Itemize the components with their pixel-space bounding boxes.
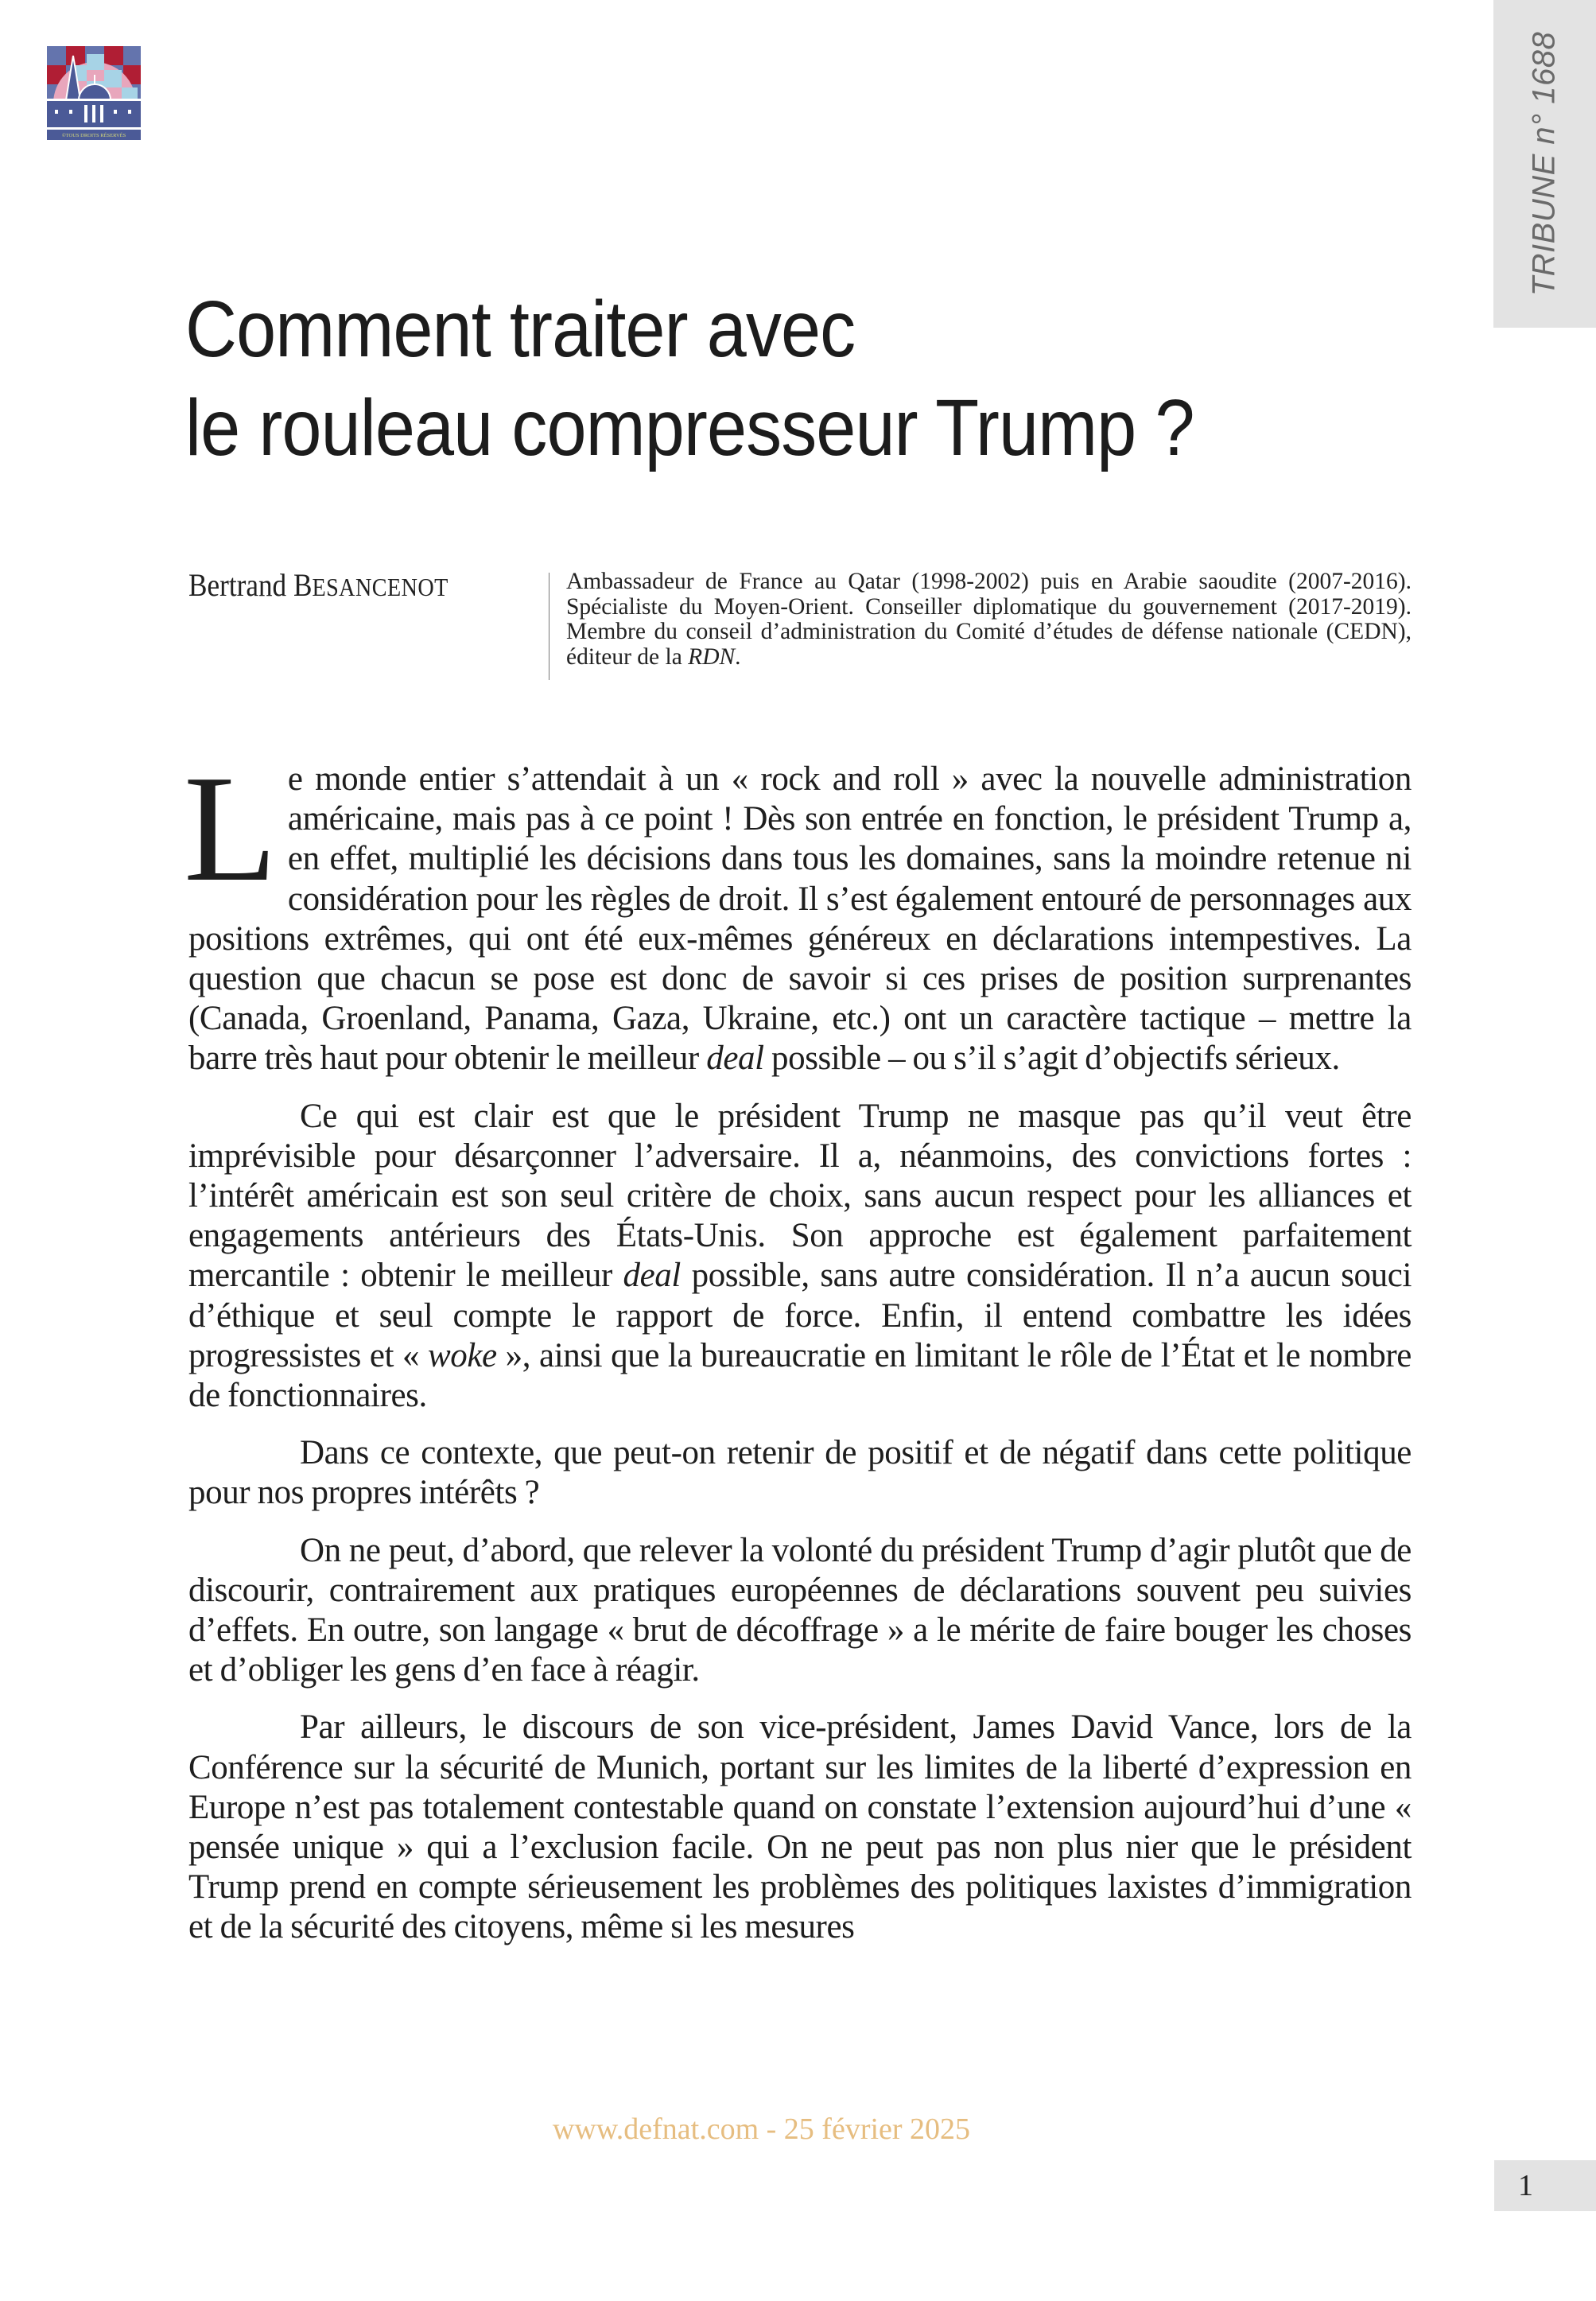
paragraph-text: », ainsi que la bureaucratie en limitant le rôle de l’État et le nombre de fonctionnaires. [188,1336,1412,1415]
paragraph-text: possible – ou s’il s’agit d’objectifs sérieux. [763,1040,1340,1078]
body-paragraph [188,1531,1412,1691]
body-paragraph [188,1433,1412,1513]
svg-text:©TOUS DROITS RÉSERVÉS: ©TOUS DROITS RÉSERVÉS [61,133,126,138]
author-bio-text: Ambassadeur de France au Qatar (1998-2002) puis en Arabie saoudite (2007-2016). Spécialiste du Moyen-Orient. Conseiller diplomatique du gouvernement (2017-2019). Membre du conseil d’administration du Comité d’études de défense nationale (CEDN), éditeur de la [566,569,1412,670]
author-bio-end: . [735,643,741,670]
title-line-2: le rouleau compresseur Trump ? [185,383,1194,472]
paragraph-text: Ce qui est clair est que le président Trump ne masque pas qu’il veut être imprévisible pour désarçonner l’adversaire. Il a, néanmoins, des convictions fortes : l’intérêt américain est son seul critère de choix, sans aucun respect pour les alliances et engagements antérieurs des États-Unis. Son approche est également parfaitement mercantile : obtenir le meilleur [188,1097,1412,1295]
body-paragraph [188,1708,1412,1947]
author-last-name-rest: ESANCENOT [312,573,449,601]
drop-cap: L [184,744,277,913]
paragraph-text: possible, sans autre considération. Il n’a aucun souci d’éthique et seul compte le rapport de force. Enfin, il entend combattre les idées progressistes et « [188,1257,1412,1374]
paragraph-text: Par ailleurs, le discours de son vice-président, James David Vance, lors de la Conférence sur la sécurité de Munich, portant sur les limites de la liberté d’expression en Europe n’est pas totalement contestable quand on constate l’extension aujourd’hui d’une « pensée unique » qui a l’exclusion facile. On ne peut pas non plus nier que le président Trump prend en compte sérieusement les problèmes des politiques laxistes d’immigration et de la sécurité des citoyens, même si les mesures [188,1708,1412,1946]
italic-term: deal [623,1257,681,1295]
paragraph-text: On ne peut, d’abord, que relever la volonté du président Trump d’agir plutôt que de discourir, contrairement aux pratiques européennes de déclarations souvent peu suivies d’effets. En outre, son langage « brut de décoffrage » a le mérite de faire bouger les choses et d’obliger les gens d’en face à réagir. [188,1531,1412,1689]
author-name [188,566,449,604]
italic-term: woke [427,1336,497,1374]
page-number: 1 [1518,2169,1533,2202]
italic-term: deal [706,1040,764,1078]
body-paragraph [188,1097,1412,1417]
tribune-tab [1493,0,1596,328]
article-title [185,280,1194,477]
author-first-name: Bertrand [188,567,293,603]
footer-site-date[interactable]: www.defnat.com - 25 février 2025 [552,2112,971,2146]
tribune-number-label: TRIBUNE n° 1688 [1526,31,1562,297]
publication-logo [47,46,141,140]
author-bio [566,569,1412,670]
body-paragraph [184,744,1412,1079]
paragraph-text: e monde entier s’attendait à un « rock and roll » avec la nouvelle administration américaine, mais pas à ce point ! Dès son entrée en fonction, le président Trump a, en effet, multiplié les décisions dans tous les domaines, sans la moindre retenue ni considération pour les règles de droit. Il s’est également entouré de personnages aux positions extrêmes, qui ont été eux-mêmes généreux en déclarations intempestives. La question que chacun se pose est donc de savoir si ces prises de position surprenantes (Canada, Groenland, Panama, Gaza, Ukraine, etc.) ont un caractère tactique – mettre la barre très haut pour obtenir le meilleur [188,760,1412,1078]
article-body [184,744,1412,1965]
logo-image [47,46,141,140]
title-line-1: Comment traiter avec [185,285,856,374]
page-number-box [1494,2160,1596,2211]
paragraph-text: Dans ce contexte, que peut-on retenir de positif et de négatif dans cette politique pour nos propres intérêts ? [188,1434,1412,1512]
author-bio-journal: RDN [688,643,736,670]
author-last-name-initial: B [293,567,313,603]
